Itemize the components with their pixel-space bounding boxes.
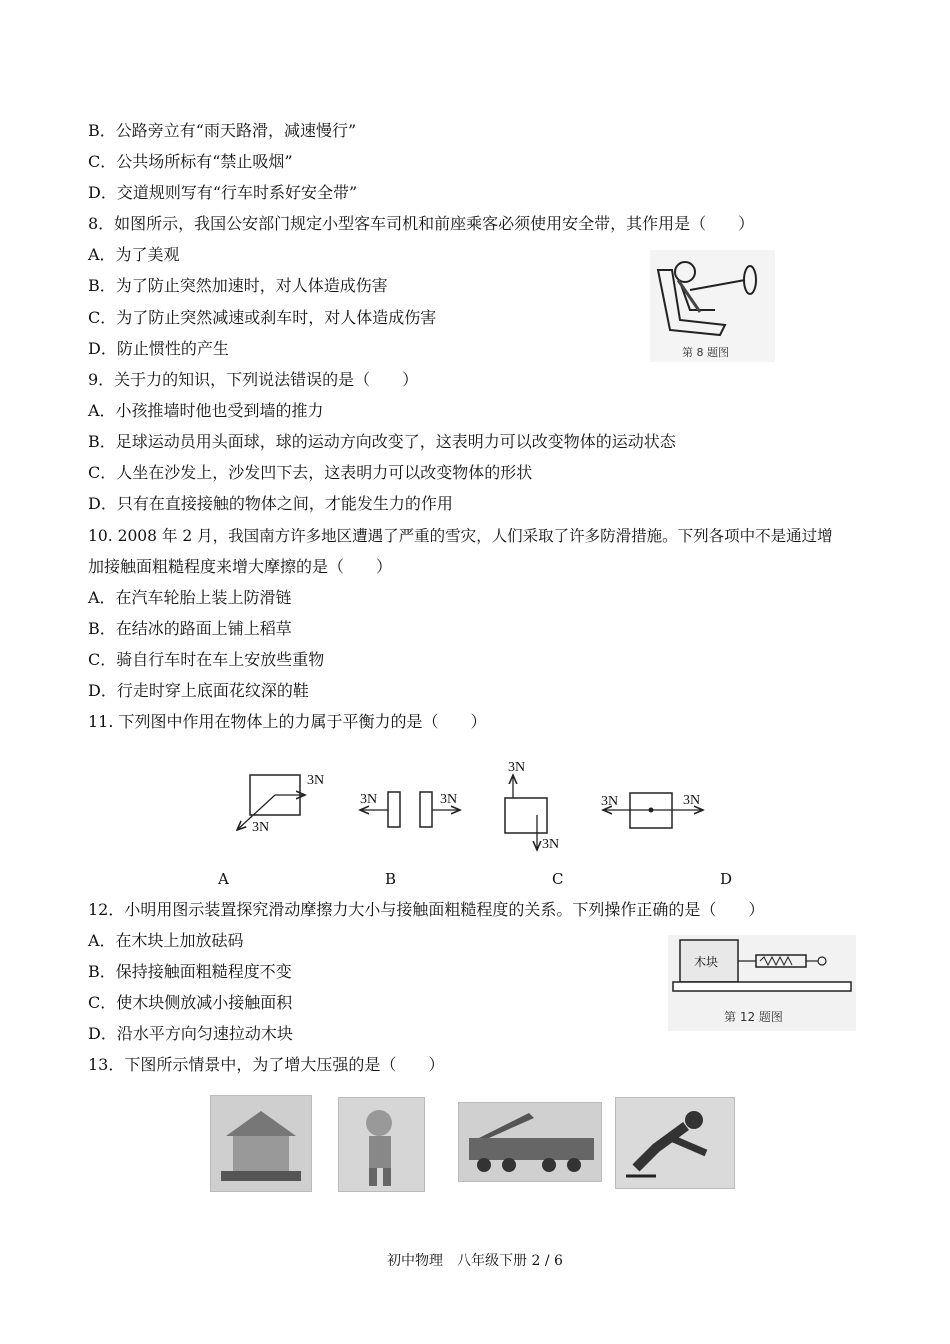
q13-photo-house — [210, 1095, 312, 1192]
q9-option-b: B．足球运动员用头面球，球的运动方向改变了，这表明力可以改变物体的运动状态 — [88, 432, 676, 451]
q10-option-a: A．在汽车轮胎上装上防滑链 — [88, 588, 292, 607]
q8-option-c: C．为了防止突然减速或刹车时，对人体造成伤害 — [88, 308, 437, 327]
q9-option-d: D．只有在直接接触的物体之间，才能发生力的作用 — [88, 494, 453, 513]
q13-photo-child — [338, 1097, 425, 1192]
q10-option-d: D．行走时穿上底面花纹深的鞋 — [88, 681, 309, 700]
q7-option-d: D．交道规则写有“行车时系好安全带” — [88, 183, 358, 202]
force-label-a1: 3N — [307, 773, 325, 788]
crane-truck-icon — [459, 1103, 601, 1181]
q7-option-c: C．公共场所标有“禁止吸烟” — [88, 152, 293, 171]
force-label-a2: 3N — [252, 820, 270, 835]
house-icon — [211, 1096, 311, 1191]
force-label-c1: 3N — [508, 760, 526, 775]
q10-option-b: B．在结冰的路面上铺上稻草 — [88, 619, 292, 638]
q10-stem-line1: 10. 2008 年 2 月，我国南方许多地区遭遇了严重的雪灾，人们采取了许多防滑措施。下列各项中不是通过增 — [88, 527, 833, 545]
fig8-caption: 第 8 题图 — [682, 346, 729, 359]
q12-option-b: B．保持接触面粗糙程度不变 — [88, 962, 292, 981]
option-label-b: B — [385, 870, 397, 888]
q9-option-c: C．人坐在沙发上，沙发凹下去，这表明力可以改变物体的形状 — [88, 463, 533, 482]
q13-stem: 13．下图所示情景中，为了增大压强的是（ ） — [88, 1055, 445, 1074]
q11-force-diagrams — [225, 755, 725, 860]
spring-scale-icon — [668, 935, 856, 1005]
page-footer: 初中物理 八年级下册 2 / 6 — [387, 1253, 563, 1269]
force-label-d2: 3N — [683, 793, 701, 808]
force-label-d1: 3N — [601, 794, 619, 809]
q13-photo-skater — [615, 1097, 735, 1189]
q8-option-d: D．防止惯性的产生 — [88, 339, 229, 358]
force-label-b2: 3N — [440, 792, 458, 807]
diagram-c — [505, 775, 547, 850]
q9-option-a: A．小孩推墙时他也受到墙的推力 — [88, 401, 324, 420]
q11-stem: 11. 下列图中作用在物体上的力属于平衡力的是（ ） — [88, 712, 487, 731]
q12-option-c: C．使木块侧放减小接触面积 — [88, 993, 293, 1012]
q13-photo-crane-truck — [458, 1102, 602, 1182]
child-backpack-icon — [339, 1098, 424, 1191]
q7-option-b: B．公路旁立有“雨天路滑，减速慢行” — [88, 121, 357, 140]
q9-stem: 9．关于力的知识，下列说法错误的是（ ） — [88, 370, 419, 389]
speed-skater-icon — [616, 1098, 734, 1188]
q12-option-d: D．沿水平方向匀速拉动木块 — [88, 1024, 293, 1043]
q8-option-b: B．为了防止突然加速时，对人体造成伤害 — [88, 276, 388, 295]
option-label-c: C — [552, 870, 564, 888]
q8-stem: 8．如图所示，我国公安部门规定小型客车司机和前座乘客必须使用安全带，其作用是（ ） — [88, 214, 755, 233]
option-label-d: D — [720, 870, 733, 888]
q10-option-c: C．骑自行车时在车上安放些重物 — [88, 650, 325, 669]
fig12-friction-apparatus — [668, 935, 856, 1031]
force-label-b1: 3N — [360, 792, 378, 807]
q12-stem: 12．小明用图示装置探究滑动摩擦力大小与接触面粗糙程度的关系。下列操作正确的是（ ） — [88, 900, 765, 919]
q12-option-a: A．在木块上加放砝码 — [88, 931, 244, 950]
fig12-caption: 第 12 题图 — [724, 1010, 783, 1024]
seatbelt-driver-icon — [650, 250, 775, 345]
q10-stem-line2: 加接触面粗糙程度来增大摩擦的是（ ） — [88, 557, 393, 576]
diagram-a — [237, 775, 305, 830]
force-label-c2: 3N — [542, 837, 560, 852]
option-label-a: A — [218, 870, 229, 888]
fig8-seatbelt-image — [650, 250, 775, 362]
block-label: 木块 — [694, 955, 719, 969]
q8-option-a: A．为了美观 — [88, 245, 180, 264]
